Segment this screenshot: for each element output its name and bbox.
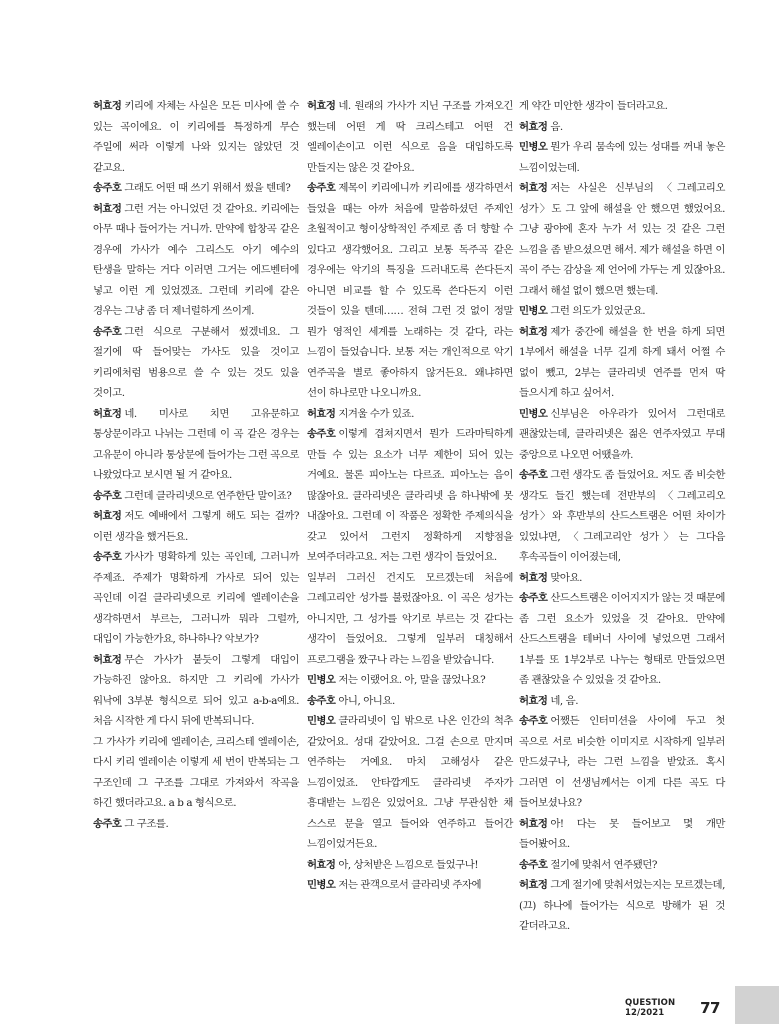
dialogue-text: 뭔가 우리 뭄속에 있는 성대를 꺼내 놓은 느낌이었는데. <box>519 141 725 174</box>
dialogue-text: 아, 상처받은 느낌으로 들었구나! <box>338 858 479 871</box>
speaker-name: 허효정 <box>93 407 122 420</box>
speaker-name: 송주호 <box>93 325 122 338</box>
dialogue-text: 그런 의도가 있었군요. <box>550 305 646 317</box>
speaker-name: 허효정 <box>93 100 122 112</box>
dialogue-paragraph <box>307 96 513 178</box>
dialogue-paragraph <box>307 670 513 691</box>
dialogue-text: 그런 거는 아니었던 것 같아요. 키리에는 아무 때나 들어가는 거니까. 만약에 합창곡 같은 경우에 가사가 예수 그리스도 아기 예수의 탄생을 말하는 거다 이러면 그거는 에드벤터에 넣고 이런 게 있었겠죠. 그런데 키리에 같은 경우는 그냥 좀 더 제너럴하게 쓰이게. <box>93 202 299 317</box>
dialogue-text: 키리에 자체는 사실은 모든 미사에 쓸 수 있는 곡이에요. 이 키리에를 특정하게 무슨 주일에 써라 이렇게 나와 있지는 않았던 것 같고요. <box>93 100 299 174</box>
dialogue-text: 절기에 맞춰서 연주됐던? <box>550 858 658 871</box>
dialogue-paragraph <box>519 96 725 117</box>
speaker-name: 송주호 <box>307 694 336 707</box>
dialogue-paragraph <box>519 404 725 466</box>
dialogue-text: 가사가 명확하게 있는 곡인데, 그러니까 주제죠. 주제가 명확하게 가사로 되어 있는 곡인데 이걸 클라리넷으로 키리에 엘레이손을 생각하면서 부르는, 그러니까 뭐라 그럴까, 대입이 가능한가요, 하나하나? 악보가? <box>93 551 299 645</box>
speaker-name: 송주호 <box>307 182 336 194</box>
dialogue-paragraph <box>93 404 299 486</box>
dialogue-paragraph <box>307 711 513 855</box>
dialogue-paragraph <box>93 650 299 732</box>
dialogue-text: 게 약간 미안한 생각이 들더라고요. <box>519 100 668 112</box>
dialogue-text: 지겨울 수가 있죠. <box>338 407 414 420</box>
dialogue-text: 아! 다는 못 들어보고 몇 개만 들어봤어요. <box>519 817 725 850</box>
dialogue-text: 제목이 키리에니까 키리에를 생각하면서 들었을 때는 아까 처음에 말씀하셨던 주제인 초월적이고 형이상학적인 주제로 좀 더 향할 수 있다고 생각했어요. 그리고 보통 독주곡 같은 경우에는 악기의 특징을 드러내도록 쓴다든지 아니면 비교를 할 수 있도록 쓴다든지 이런 것들이 있을 텐데…… 전혀 그런 것 없이 정말 뭔가 영적인 세계를 노래하는 것 같다, 라는 느낌이 들었습니다. 보통 저는 개인적으로 악기 연주곡을 별로 좋아하지 않거든요. 왜냐하면 선이 하나로만 나오니까요. <box>307 182 513 399</box>
dialogue-text: 아니, 아니요. <box>338 694 395 707</box>
dialogue-text: 저도 예배에서 그렇게 해도 되는 걸까? 이런 생각을 했거든요. <box>93 510 299 543</box>
speaker-name: 허효정 <box>519 817 548 830</box>
page-number: 77 <box>700 999 720 1017</box>
speaker-name: 허효정 <box>519 120 548 133</box>
dialogue-text: 어쨌든 인터미션을 사이에 두고 첫 곡으로 서로 비슷한 이미지로 시작하게 일부러 만드셨구나, 라는 그런 느낌을 받았죠. 혹시 그러면 이 선생님께서는 이게 다른 곡도 다 들어보셨나요? <box>519 715 725 809</box>
dialogue-text: 그런 식으로 구분해서 썼겠네요. 그 절기에 딱 들어맞는 가사도 있을 것이고 키리에처럼 범용으로 쓸 수 있는 것도 있을 것이고. <box>93 325 299 399</box>
dialogue-paragraph <box>307 178 513 404</box>
dialogue-paragraph <box>519 875 725 937</box>
speaker-name: 송주호 <box>307 428 336 440</box>
speaker-name: 허효정 <box>519 571 548 584</box>
dialogue-paragraph <box>93 506 299 547</box>
dialogue-text: 그 가사가 키리에 엘레이손, 크리스테 엘레이손, 다시 키리 엘레이손 이렇게 세 번이 반복되는 그 구조인데 그 구조를 그대로 가져와서 작곡을 하긴 했더라고요. a b a 형식으로. <box>93 735 299 809</box>
dialogue-text: 맞아요. <box>550 571 582 584</box>
speaker-name: 허효정 <box>307 858 336 871</box>
speaker-name: 허효정 <box>93 510 122 522</box>
speaker-name: 송주호 <box>519 592 548 604</box>
dialogue-paragraph <box>519 855 725 876</box>
dialogue-paragraph <box>519 465 725 568</box>
speaker-name: 민병오 <box>519 407 548 420</box>
text-column-1 <box>93 96 299 834</box>
dialogue-text: 그런데 클라리넷으로 연주한단 말이죠? <box>124 489 292 502</box>
dialogue-paragraph <box>519 322 725 404</box>
dialogue-text: 저는 이랬어요. 아, 말을 끊었나요? <box>338 674 486 686</box>
dialogue-paragraph <box>519 137 725 178</box>
dialogue-paragraph <box>307 691 513 712</box>
text-column-3 <box>519 96 725 937</box>
page-footer <box>625 996 720 1020</box>
speaker-name: 송주호 <box>93 551 122 563</box>
speaker-name: 송주호 <box>519 469 548 481</box>
dialogue-paragraph <box>93 486 299 507</box>
dialogue-paragraph <box>93 547 299 650</box>
dialogue-text: 음. <box>550 120 563 133</box>
speaker-name: 허효정 <box>307 407 336 420</box>
dialogue-text: 일부러 그러신 건지도 모르겠는데 처음에 그레고리안 성가를 불렀잖아요. 이 곡은 성가는 아니지만, 그 성가를 악기로 부르는 것 같다는 생각이 들었어요. 그렇게 일부러 대칭해서 프로그램을 짰구나 라는 느낌을 받았습니다. <box>307 571 513 666</box>
dialogue-text: 그게 절기에 맞춰서었는지는 모르겠는데, (끄) 하나에 들어가는 식으로 방해가 된 것 같더라고요. <box>519 879 725 932</box>
dialogue-paragraph <box>519 711 725 814</box>
dialogue-paragraph <box>307 424 513 568</box>
dialogue-paragraph <box>307 875 513 896</box>
dialogue-paragraph <box>519 301 725 322</box>
dialogue-text: 클라리넷이 입 밖으로 나온 인간의 척추 같았어요. 성대 같았어요. 그걸 손으로 만지며 연주하는 거예요. 마치 고해성사 같은 느낌이었죠. 안타깝게도 클라리넷 주자가 흥대받는 느낌은 있었어요. 그냥 무관심한 채 스스로 문을 열고 들어와 연주하고 들어간 느낌이었거든요. <box>307 715 513 850</box>
dialogue-paragraph <box>307 404 513 425</box>
magazine-issue-label: QUESTION 12/2021 <box>625 998 676 1018</box>
dialogue-text: 무슨 가사가 붙듯이 그렇게 대입이 가능하진 않아요. 하지만 그 키리에 가사가 워낙에 3부분 형식으로 되어 있고 a-b-a예요. 처음 시작한 게 다시 뒤에 반복되니다. <box>93 653 299 727</box>
speaker-name: 민병오 <box>519 305 548 317</box>
speaker-name: 송주호 <box>519 715 548 727</box>
dialogue-paragraph <box>519 178 725 301</box>
dialogue-text: 이렇게 겹쳐지면서 뭔가 드라마틱하게 만들 수 있는 요소가 너무 제한이 되어 있는 거예요. 물론 피아노는 다르죠. 피아노는 음이 많잖아요. 클라리넷은 클라리넷 음 하나밖에 못 내잖아요. 그런데 이 작품은 정확한 주제의식을 갖고 있어서 그런지 정확하게 지향점을 보여주더라고요. 저는 그런 생각이 들었어요. <box>307 428 513 563</box>
dialogue-text: 네. 미사로 치면 고유문하고 통상문이라고 나뉘는 그런데 이 곡 같은 경우는 고유문이 아니라 통상문에 들어가는 그런 곡으로 나왔었다고 보시면 될 거 같아요. <box>93 407 300 481</box>
dialogue-paragraph <box>93 732 299 814</box>
speaker-name: 민병오 <box>519 141 548 153</box>
speaker-name: 허효정 <box>307 100 336 112</box>
dialogue-paragraph <box>519 117 725 138</box>
speaker-name: 허효정 <box>519 694 548 707</box>
dialogue-paragraph <box>519 568 725 589</box>
dialogue-text: 산드스트램은 이어지지가 않는 것 때문에 좀 그런 요소가 있었을 것 같아요. 만약에 산드스트램을 테버너 사이에 넣었으면 그래서 1부를 또 1부2부로 나누는 형태로 만들었으면 좀 괜찮았을 수 있었을 것 같아요. <box>519 592 725 686</box>
dialogue-paragraph <box>519 691 725 712</box>
speaker-name: 송주호 <box>93 817 122 830</box>
speaker-name: 민병오 <box>307 674 336 686</box>
speaker-name: 허효정 <box>519 182 548 194</box>
dialogue-text: 저는 사실은 신부님의 〈그레고리오 성가〉도 그 앞에 해설을 안 했으면 했었어요. 그냥 광야에 혼자 누가 서 있는 것 같은 그런 느낌을 좀 받으셨으면 해서. 제가 해설을 하면 이 곡이 주는 감상을 제 언어에 가두는 게 있잖아요. 그래서 해설 없이 했으면 했는데. <box>519 182 725 297</box>
dialogue-text: 네, 음. <box>550 694 579 707</box>
speaker-name: 허효정 <box>93 653 122 666</box>
speaker-name: 민병오 <box>307 879 336 891</box>
speaker-name: 송주호 <box>93 182 122 194</box>
dialogue-paragraph <box>93 178 299 199</box>
speaker-name: 송주호 <box>519 858 548 871</box>
dialogue-paragraph <box>93 199 299 322</box>
dialogue-text: 신부님은 아우라가 있어서 그런대로 괜찮았는데, 클라리넷은 젊은 연주자였고 무대 중앙으로 나오면 어땠을까. <box>519 407 725 461</box>
dialogue-text: 그런 생각도 좀 들었어요. 저도 좀 비슷한 생각도 들긴 했는데 전반부의 〈그레고리오 성가〉와 후반부의 산드스트램은 어떤 차이가 있었냐면, 〈그레고리안 성가〉는 그다음 후속곡들이 이어졌는데, <box>519 469 725 563</box>
speaker-name: 송주호 <box>93 489 122 502</box>
speaker-name: 허효정 <box>93 202 122 215</box>
speaker-name: 허효정 <box>519 879 548 891</box>
dialogue-text: 제가 중간에 해설을 한 번을 하게 되면 1부에서 해설을 너무 길게 하게 돼서 어쩔 수 없이 뺐고, 2부는 클라리넷 연주를 먼저 딱 들으시게 하고 싶어서. <box>519 325 725 399</box>
dialogue-paragraph <box>519 814 725 855</box>
dialogue-text: 그래도 어떤 때 쓰기 위해서 썼을 텐데? <box>124 182 291 194</box>
dialogue-text: 네. 원래의 가사가 지닌 구조를 가져오긴 했는데 어떤 게 딱 크리스테고 어떤 건 엘레이손이고 이런 식으로 음을 대입하도록 만들지는 않은 것 같아요. <box>307 100 513 174</box>
speaker-name: 민병오 <box>307 715 336 727</box>
dialogue-text: 그 구조를. <box>124 817 169 830</box>
page-edge-tab <box>735 986 779 1024</box>
dialogue-paragraph <box>93 322 299 404</box>
dialogue-paragraph <box>307 855 513 876</box>
dialogue-paragraph <box>93 814 299 835</box>
speaker-name: 허효정 <box>519 325 548 338</box>
text-column-2 <box>307 96 513 896</box>
dialogue-paragraph <box>93 96 299 178</box>
dialogue-paragraph <box>307 568 513 671</box>
dialogue-paragraph <box>519 588 725 691</box>
dialogue-text: 저는 관객으로서 클라리넷 주자에 <box>338 879 482 891</box>
